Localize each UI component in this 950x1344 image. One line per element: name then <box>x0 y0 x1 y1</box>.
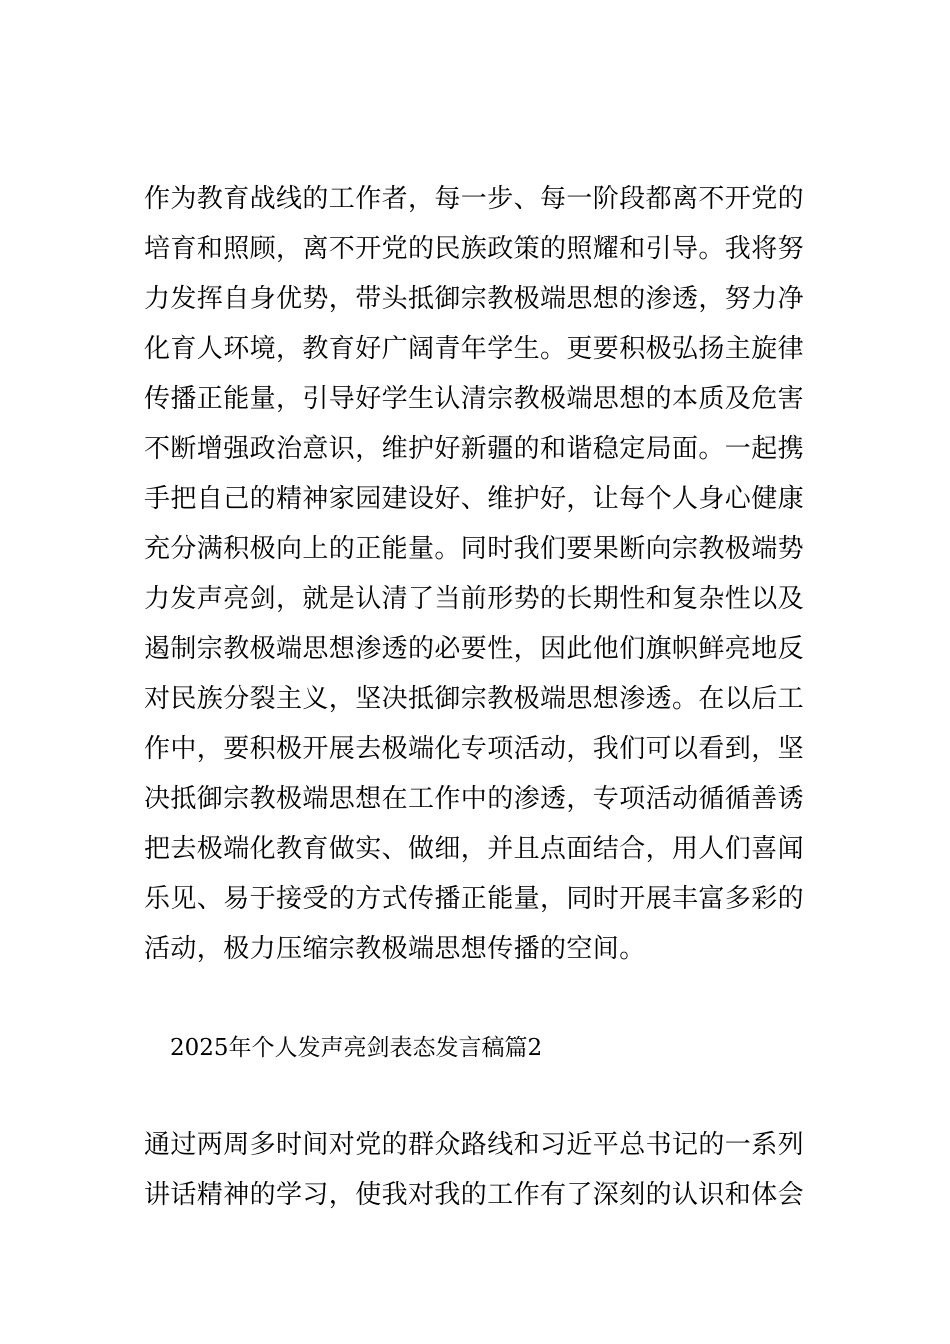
section-heading: 2025年个人发声亮剑表态发言稿篇2 <box>170 1035 543 1061</box>
paragraph-line: 力发声亮剑，就是认清了当前形势的长期性和复杂性以及 <box>144 584 805 614</box>
paragraph-2 <box>144 1120 824 1220</box>
paragraph-line: 培育和照顾，离不开党的民族政策的照耀和引导。我将努 <box>144 234 805 264</box>
paragraph-line: 手把自己的精神家园建设好、维护好，让每个人身心健康 <box>144 484 805 514</box>
paragraph-line: 不断增强政治意识，维护好新疆的和谐稳定局面。一起携 <box>144 434 805 464</box>
paragraph-line: 传播正能量，引导好学生认清宗教极端思想的本质及危害 <box>144 384 805 414</box>
paragraph-line: 充分满积极向上的正能量。同时我们要果断向宗教极端势 <box>144 534 805 564</box>
paragraph-line: 作为教育战线的工作者，每一步、每一阶段都离不开党的 <box>144 184 805 214</box>
paragraph-line: 对民族分裂主义，坚决抵御宗教极端思想渗透。在以后工 <box>144 684 805 714</box>
paragraph-line: 讲话精神的学习，使我对我的工作有了深刻的认识和体会 <box>144 1180 805 1210</box>
paragraph-line: 作中，要积极开展去极端化专项活动，我们可以看到，坚 <box>144 734 805 764</box>
paragraph-line: 化育人环境，教育好广阔青年学生。更要积极弘扬主旋律 <box>144 334 805 364</box>
paragraph-line: 乐见、易于接受的方式传播正能量，同时开展丰富多彩的 <box>144 884 805 914</box>
paragraph-1 <box>144 174 824 974</box>
paragraph-line: 遏制宗教极端思想渗透的必要性，因此他们旗帜鲜亮地反 <box>144 634 805 664</box>
paragraph-line: 力发挥自身优势，带头抵御宗教极端思想的渗透，努力净 <box>144 284 805 314</box>
paragraph-line: 决抵御宗教极端思想在工作中的渗透，专项活动循循善诱 <box>144 784 805 814</box>
paragraph-line: 活动，极力压缩宗教极端思想传播的空间。 <box>144 934 646 964</box>
paragraph-line: 把去极端化教育做实、做细，并且点面结合，用人们喜闻 <box>144 834 805 864</box>
paragraph-line: 通过两周多时间对党的群众路线和习近平总书记的一系列 <box>144 1130 805 1160</box>
